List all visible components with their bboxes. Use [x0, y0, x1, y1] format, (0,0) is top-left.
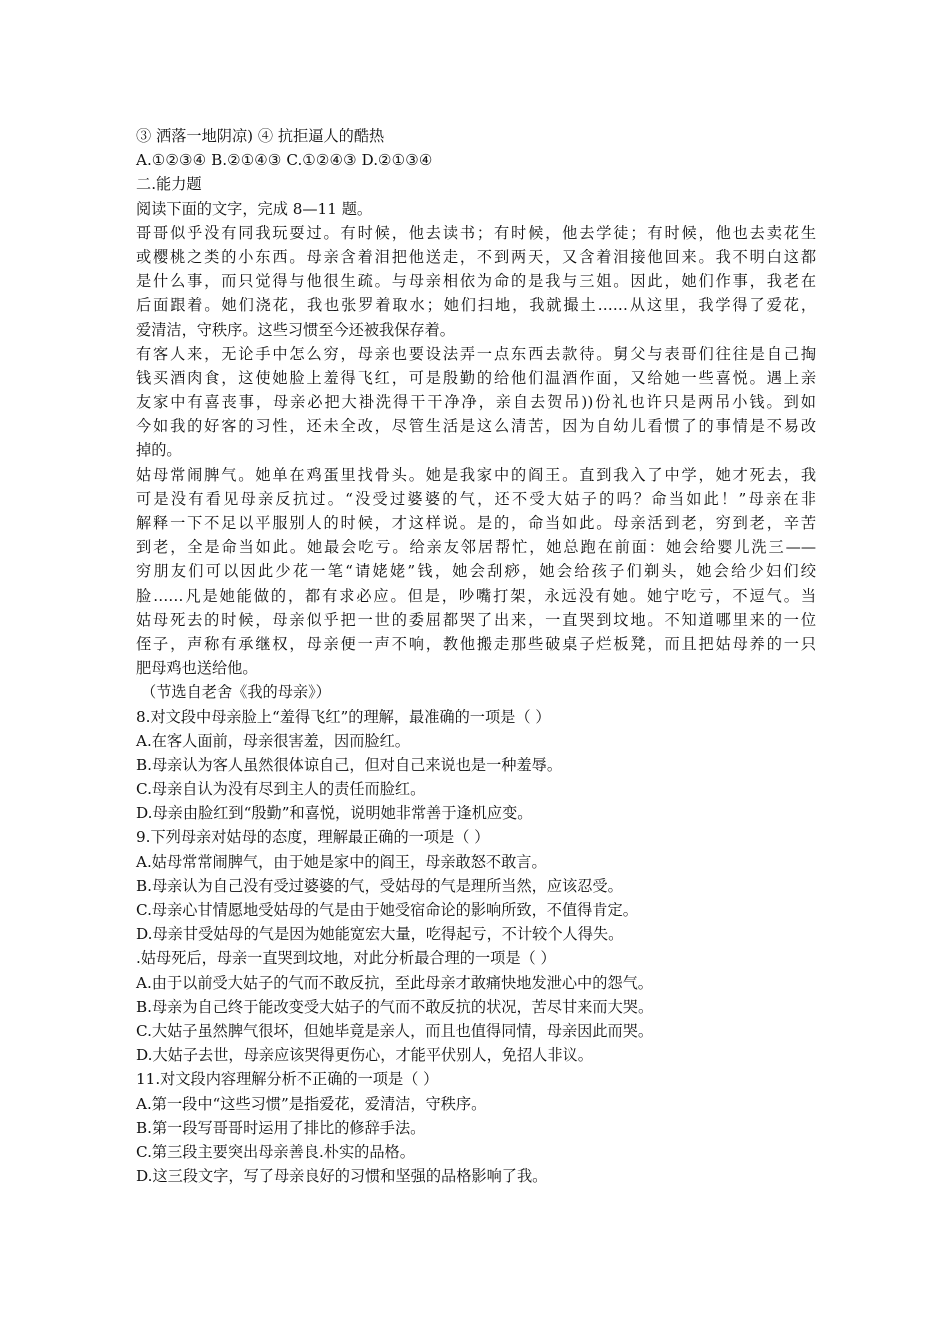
paragraph-2-line: 钱买酒肉食，这使她脸上羞得飞红，可是殷勤的给他们温酒作面，又给她一些喜悦。遇上亲	[136, 368, 816, 387]
question-10-option-d: D.大姑子去世，母亲应该哭得更伤心，才能平伏别人，免招人非议。	[136, 1046, 593, 1065]
paragraph-1-line: 或樱桃之类的小东西。母亲含着泪把他送走，不到两天，又含着泪接他回来。我不明白这都	[136, 247, 816, 266]
question-10-option-a: A.由于以前受大姑子的气而不敢反抗，至此母亲才敢痛快地发泄心中的怨气。	[136, 973, 653, 992]
question-9: 9.下列母亲对姑母的态度，理解最正确的一项是（ ）	[136, 828, 490, 847]
question-8-option-d: D.母亲由脸红到“殷勤”和喜悦，说明她非常善于逢机应变。	[136, 804, 533, 823]
source-citation: （节选自老舍《我的母亲》）	[141, 683, 331, 702]
paragraph-3-line: 到老，全是命当如此。她最会吃亏。给亲友邻居帮忙，她总跑在前面：她会给婴儿洗三——	[136, 538, 816, 557]
question-8: 8.对文段中母亲脸上“羞得飞红”的理解，最准确的一项是（ ）	[136, 707, 551, 726]
question-9-option-b: B.母亲认为自己没有受过婆婆的气，受姑母的气是理所当然，应该忍受。	[136, 876, 623, 895]
question-8-option-b: B.母亲认为客人虽然很体谅自己，但对自己来说也是一种羞辱。	[136, 755, 563, 774]
paragraph-3-line: 穷朋友们可以因此少花一笔“请姥姥”钱，她会刮痧，她会给孩子们剃头，她会给少妇们绞	[136, 562, 816, 581]
question-9-option-c: C.母亲心甘情愿地受姑母的气是由于她受宿命论的影响所致，不值得肯定。	[136, 901, 638, 919]
paragraph-2-line: 友家中有喜丧事，母亲必把大褂洗得干干净净，亲自去贺吊))份礼也许只是两吊小钱。到如	[136, 393, 816, 412]
question-8-option-a: A.在客人面前，母亲很害羞，因而脸红。	[136, 731, 410, 750]
question-11-option-c: C.第三段主要突出母亲善良.朴实的品格。	[136, 1142, 415, 1161]
paragraph-1-line: 是什么事，而只觉得与他很生疏。与母亲相依为命的是我与三姐。因此，她们作事，我老在	[136, 272, 816, 291]
paragraph-3-line: 脸……凡是她能做的，都有求必应。但是，吵嘴打架，永远没有她。她宁吃亏，不逗气。当	[136, 586, 816, 605]
paragraph-3-line: 侄子，声称有承继权，母亲便一声不响，教他搬走那些破桌子烂板凳，而且把姑母养的一只	[136, 634, 816, 653]
paragraph-3-line: 肥母鸡也送给他。	[136, 659, 258, 678]
paragraph-3-line: 解释一下不足以平服别人的时候，才这样说。是的，命当如此。母亲活到老，穷到老，辛苦	[136, 514, 816, 532]
reading-instruction: 阅读下面的文字，完成 8—11 题。	[136, 199, 373, 218]
section-heading: 二.能力题	[136, 175, 202, 194]
question-11: 11.对文段内容理解分析不正确的一项是（ ）	[136, 1070, 439, 1089]
paragraph-2-line: 掉的。	[136, 441, 182, 460]
paragraph-3-line: 姑母常闹脾气。她单在鸡蛋里找骨头。她是我家中的阎王。直到我入了中学，她才死去，我	[136, 465, 816, 484]
paragraph-3-line: 姑母死去的时候，母亲似乎把一世的委屈都哭了出来，一直哭到坟地。不知道哪里来的一位	[136, 610, 816, 629]
question-10: .姑母死后，母亲一直哭到坟地，对此分析最合理的一项是（ ）	[136, 949, 556, 968]
paragraph-1-line: 爱清洁，守秩序。这些习惯至今还被我保存着。	[136, 320, 455, 339]
question-9-option-d: D.母亲甘受姑母的气是因为她能宽宏大量，吃得起亏，不计较个人得失。	[136, 925, 624, 944]
paragraph-1-line: 哥哥似乎没有同我玩耍过。有时候，他去读书；有时候，他去学徒；有时候，他也去卖花生	[136, 223, 816, 242]
paragraph-2-line: 今如我的好客的习性，还未全改，尽管生活是这么清苦，因为自幼儿看惯了的事情是不易改	[136, 417, 816, 436]
question-8-option-c: C.母亲自认为没有尽到主人的责任而脸红。	[136, 780, 426, 799]
question-10-option-c: C.大姑子虽然脾气很坏，但她毕竟是亲人，而且也值得同情，母亲因此而哭。	[136, 1021, 654, 1040]
question-9-option-a: A.姑母常常闹脾气，由于她是家中的阎王，母亲敢怒不敢言。	[136, 852, 547, 871]
question-11-option-d: D.这三段文字，写了母亲良好的习惯和坚强的品格影响了我。	[136, 1167, 548, 1186]
question-10-option-b: B.母亲为自己终于能改变受大姑子的气而不敢反抗的状况，苦尽甘来而大哭。	[136, 997, 654, 1016]
option-line: ③ 洒落一地阴凉) ④ 抗拒逼人的酷热	[136, 127, 385, 145]
paragraph-2-line: 有客人来，无论手中怎么穷，母亲也要设法弄一点东西去款待。舅父与表哥们往往是自己掏	[136, 344, 816, 363]
paragraph-3-line: 可是没有看见母亲反抗过。“没受过婆婆的气，还不受大姑子的吗？命当如此！”母亲在非	[136, 489, 816, 508]
document-page	[136, 124, 816, 1188]
paragraph-1-line: 后面跟着。她们浇花，我也张罗着取水；她们扫地，我就撮土……从这里，我学得了爱花，	[136, 296, 816, 315]
question-11-option-a: A.第一段中“这些习惯”是指爱花，爱清洁，守秩序。	[136, 1094, 487, 1113]
question-11-option-b: B.第一段写哥哥时运用了排比的修辞手法。	[136, 1118, 426, 1137]
answer-options-line: A.①②③④ B.②①④③ C.①②④③ D.②①③④	[136, 151, 433, 170]
